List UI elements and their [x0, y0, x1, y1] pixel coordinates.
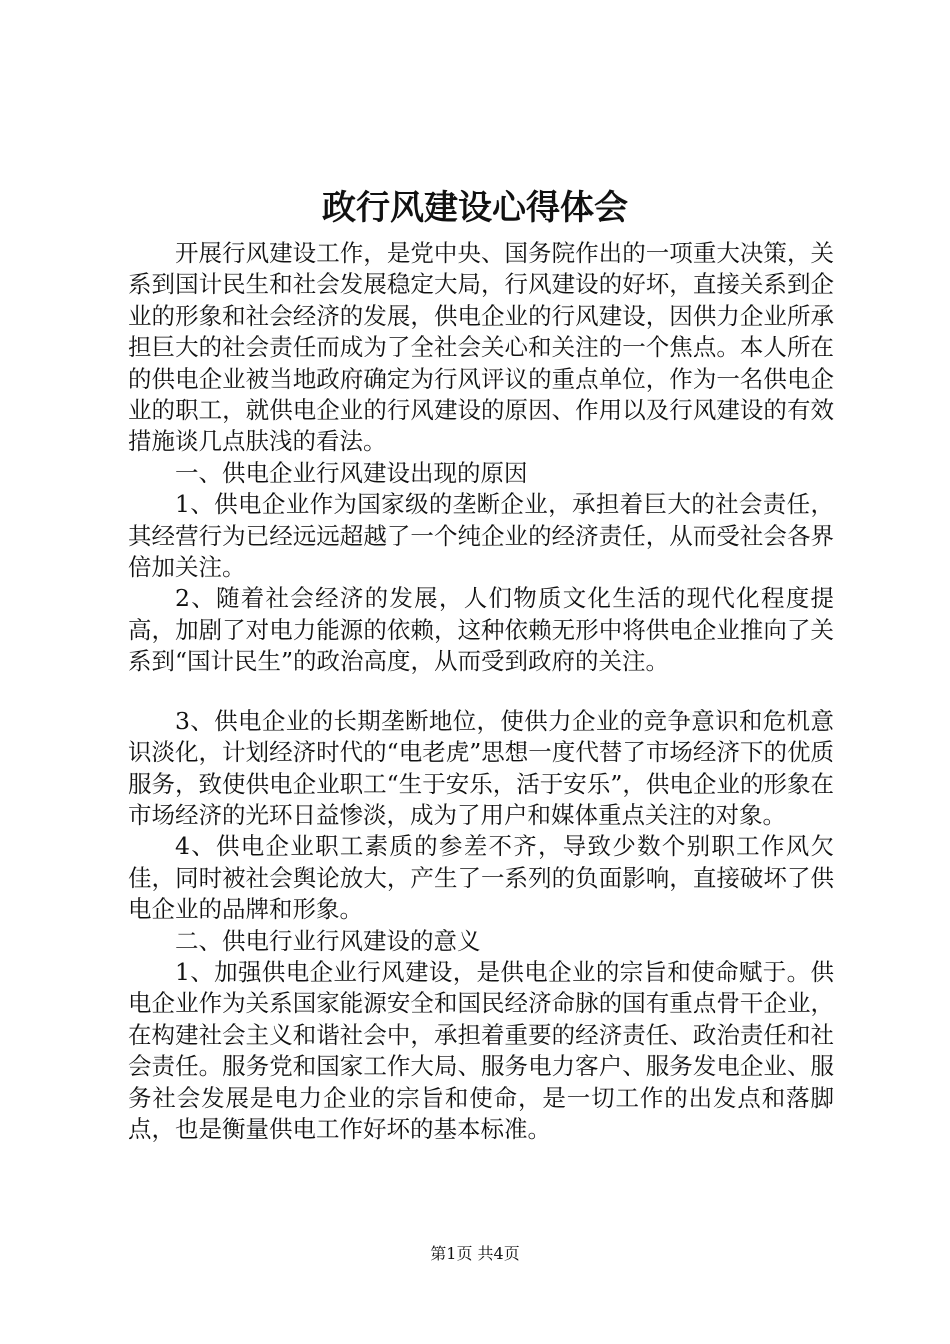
paragraph-cause-3: 3、供电企业的长期垄断地位，使供力企业的竞争意识和危机意识淡化，计划经济时代的“电老虎”思想一度代替了市场经济下的优质服务，致使供电企业职工“生于安乐，活于安乐”，供电企业的形象在市场经济的光环日益惨淡，成为了用户和媒体重点关注的对象。 [128, 706, 834, 829]
paragraph-cause-1: 1、供电企业作为国家级的垄断企业，承担着巨大的社会责任，其经营行为已经远远超越了一个纯企业的经济责任，从而受社会各界倍加关注。 [128, 490, 834, 582]
section-heading-causes: 一、供电企业行风建设出现的原因 [175, 458, 528, 487]
document-title: 政行风建设心得体会 [322, 188, 628, 228]
paragraph-intro: 开展行风建设工作，是党中央、国务院作出的一项重大决策，关系到国计民生和社会发展稳定大局，行风建设的好坏，直接关系到企业的形象和社会经济的发展，供电企业的行风建设，因供力企业所承担巨大的社会责任而成为了全社会关心和关注的一个焦点。本人所在的供电企业被当地政府确定为行风评议的重点单位，作为一名供电企业的职工，就供电企业的行风建设的原因、作用以及行风建设的有效措施谈几点肤浅的看法。 [128, 239, 834, 456]
section-heading-significance: 二、供电行业行风建设的意义 [175, 926, 481, 955]
paragraph-cause-2: 2、随着社会经济的发展，人们物质文化生活的现代化程度提高，加剧了对电力能源的依赖，这种依赖无形中将供电企业推向了关系到“国计民生”的政治高度，从而受到政府的关注。 [128, 584, 834, 676]
page-footer: 第1页 共4页 [430, 1244, 520, 1263]
paragraph-cause-4: 4、供电企业职工素质的参差不齐，导致少数个别职工作风欠佳，同时被社会舆论放大，产生了一系列的负面影响，直接破坏了供电企业的品牌和形象。 [128, 832, 834, 924]
document-body [128, 238, 834, 1145]
paragraph-significance-1: 1、加强供电企业行风建设，是供电企业的宗旨和使命赋于。供电企业作为关系国家能源安全和国民经济命脉的国有重点骨干企业，在构建社会主义和谐社会中，承担着重要的经济责任、政治责任和社会责任。服务党和国家工作大局、服务电力客户、服务发电企业、服务社会发展是电力企业的宗旨和使命，是一切工作的出发点和落脚点，也是衡量供电工作好坏的基本标准。 [128, 957, 834, 1143]
